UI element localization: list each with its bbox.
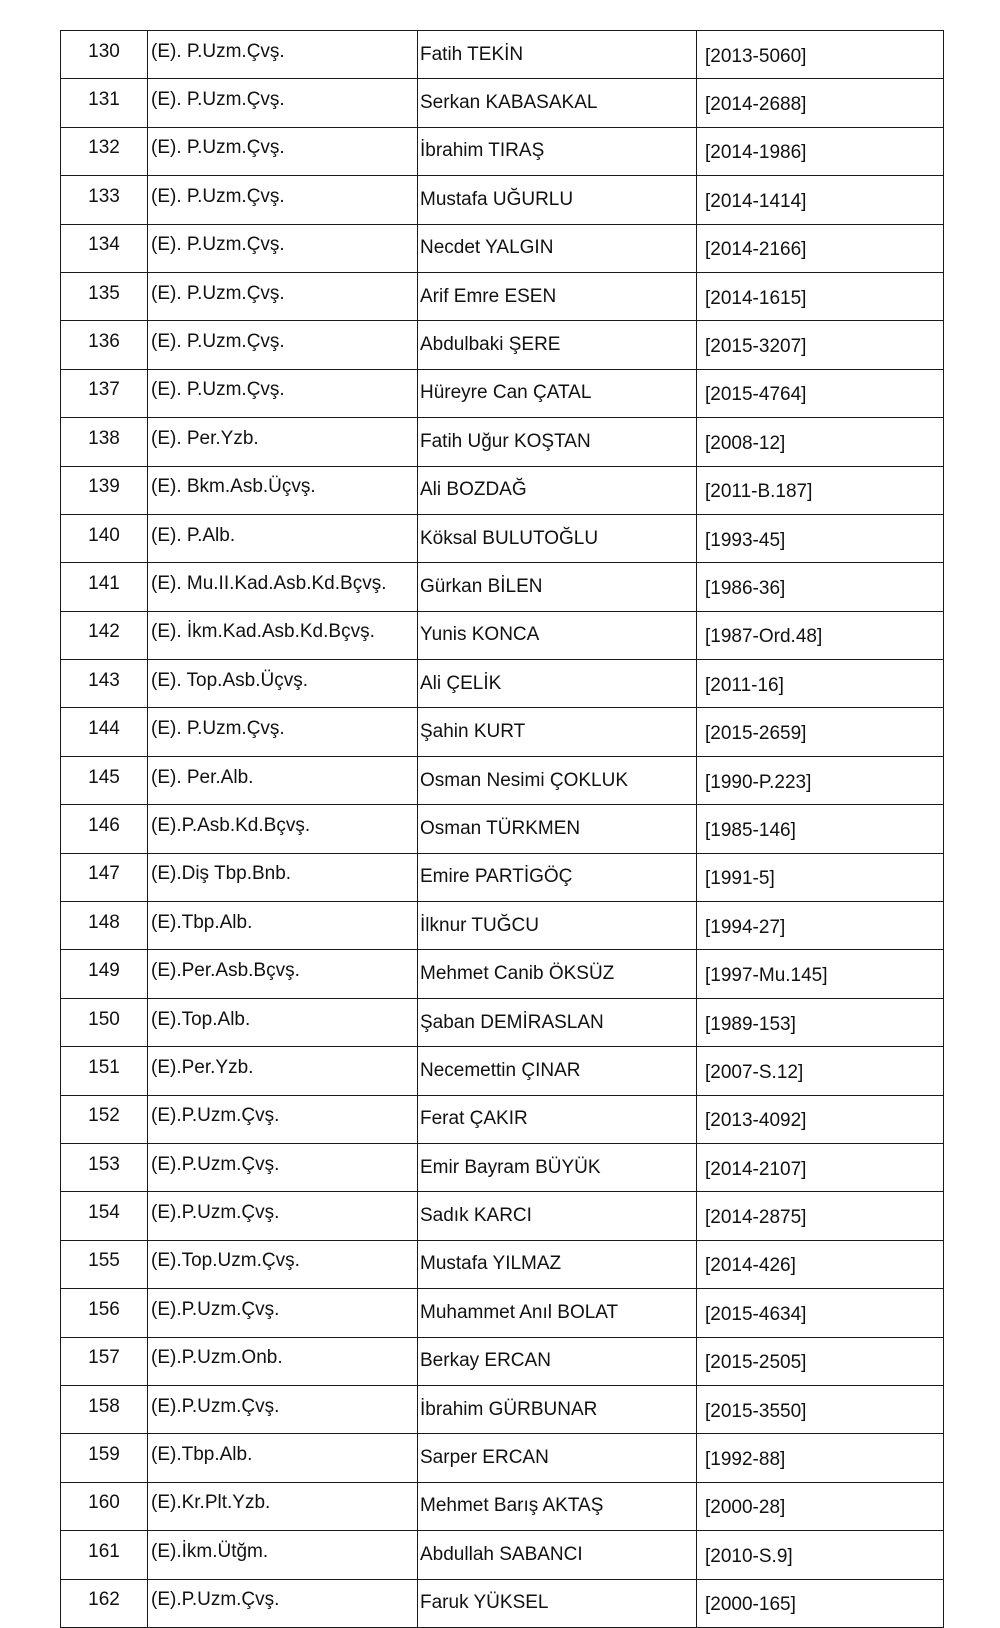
name-cell: Yunis KONCA: [418, 611, 697, 659]
registry-number-cell: [2014-2688]: [697, 79, 944, 127]
name-cell: Abdulbaki ŞERE: [418, 321, 697, 369]
registry-number-cell: [2014-1615]: [697, 272, 944, 320]
rank-cell: (E). P.Uzm.Çvş.: [148, 31, 418, 79]
row-number: 134: [61, 224, 148, 272]
rank-cell: (E).P.Uzm.Çvş.: [148, 1143, 418, 1191]
registry-number-cell: [1994-27]: [697, 902, 944, 950]
name-cell: Osman TÜRKMEN: [418, 805, 697, 853]
name-cell: Mehmet Barış AKTAŞ: [418, 1482, 697, 1530]
row-number: 145: [61, 756, 148, 804]
row-number: 131: [61, 79, 148, 127]
rank-cell: (E).P.Uzm.Çvş.: [148, 1385, 418, 1433]
rank-cell: (E).Tbp.Alb.: [148, 1434, 418, 1482]
row-number: 146: [61, 805, 148, 853]
table-row: [61, 1531, 944, 1579]
rank-cell: (E). P.Alb.: [148, 514, 418, 562]
row-number: 161: [61, 1531, 148, 1579]
row-number: 132: [61, 127, 148, 175]
row-number: 156: [61, 1289, 148, 1337]
rank-cell: (E). P.Uzm.Çvş.: [148, 176, 418, 224]
registry-number-cell: [2015-4764]: [697, 369, 944, 417]
row-number: 155: [61, 1240, 148, 1288]
table-row: [61, 79, 944, 127]
rank-cell: (E). P.Uzm.Çvş.: [148, 272, 418, 320]
table-row: [61, 31, 944, 79]
table-row: [61, 369, 944, 417]
registry-number-cell: [1987-Ord.48]: [697, 611, 944, 659]
registry-number-cell: [2010-S.9]: [697, 1531, 944, 1579]
table-row: [61, 998, 944, 1046]
name-cell: Mehmet Canib ÖKSÜZ: [418, 950, 697, 998]
registry-number-cell: [2015-2659]: [697, 708, 944, 756]
row-number: 141: [61, 563, 148, 611]
name-cell: Sadık KARCI: [418, 1192, 697, 1240]
name-cell: Faruk YÜKSEL: [418, 1579, 697, 1627]
table-row: [61, 1240, 944, 1288]
name-cell: Sarper ERCAN: [418, 1434, 697, 1482]
name-cell: Osman Nesimi ÇOKLUK: [418, 756, 697, 804]
name-cell: Ali BOZDAĞ: [418, 466, 697, 514]
table-row: [61, 224, 944, 272]
name-cell: Ali ÇELİK: [418, 660, 697, 708]
registry-number-cell: [2013-5060]: [697, 31, 944, 79]
name-cell: Şahin KURT: [418, 708, 697, 756]
row-number: 149: [61, 950, 148, 998]
registry-number-cell: [2014-2107]: [697, 1143, 944, 1191]
rank-cell: (E). P.Uzm.Çvş.: [148, 79, 418, 127]
rank-cell: (E).Top.Alb.: [148, 998, 418, 1046]
rank-cell: (E). P.Uzm.Çvş.: [148, 708, 418, 756]
registry-number-cell: [2014-1414]: [697, 176, 944, 224]
table-row: [61, 805, 944, 853]
row-number: 159: [61, 1434, 148, 1482]
row-number: 150: [61, 998, 148, 1046]
rank-cell: (E). Mu.II.Kad.Asb.Kd.Bçvş.: [148, 563, 418, 611]
row-number: 140: [61, 514, 148, 562]
table-row: [61, 1289, 944, 1337]
table-row: [61, 1482, 944, 1530]
name-cell: Necemettin ÇINAR: [418, 1047, 697, 1095]
row-number: 142: [61, 611, 148, 659]
name-cell: Fatih TEKİN: [418, 31, 697, 79]
registry-number-cell: [1993-45]: [697, 514, 944, 562]
name-cell: Hüreyre Can ÇATAL: [418, 369, 697, 417]
table-row: [61, 418, 944, 466]
name-cell: Mustafa UĞURLU: [418, 176, 697, 224]
row-number: 130: [61, 31, 148, 79]
table-row: [61, 127, 944, 175]
name-cell: Arif Emre ESEN: [418, 272, 697, 320]
registry-number-cell: [2007-S.12]: [697, 1047, 944, 1095]
registry-number-cell: [2000-28]: [697, 1482, 944, 1530]
rank-cell: (E).P.Asb.Kd.Bçvş.: [148, 805, 418, 853]
rank-cell: (E).P.Uzm.Çvş.: [148, 1192, 418, 1240]
row-number: 144: [61, 708, 148, 756]
registry-number-cell: [2015-4634]: [697, 1289, 944, 1337]
table-row: [61, 660, 944, 708]
personnel-list-table: [60, 30, 944, 1628]
registry-number-cell: [2014-2875]: [697, 1192, 944, 1240]
row-number: 152: [61, 1095, 148, 1143]
rank-cell: (E). P.Uzm.Çvş.: [148, 321, 418, 369]
name-cell: Serkan KABASAKAL: [418, 79, 697, 127]
row-number: 143: [61, 660, 148, 708]
name-cell: Şaban DEMİRASLAN: [418, 998, 697, 1046]
registry-number-cell: [2014-1986]: [697, 127, 944, 175]
registry-number-cell: [1985-146]: [697, 805, 944, 853]
row-number: 137: [61, 369, 148, 417]
rank-cell: (E). Top.Asb.Üçvş.: [148, 660, 418, 708]
registry-number-cell: [2015-3207]: [697, 321, 944, 369]
rank-cell: (E). P.Uzm.Çvş.: [148, 127, 418, 175]
name-cell: Fatih Uğur KOŞTAN: [418, 418, 697, 466]
registry-number-cell: [1992-88]: [697, 1434, 944, 1482]
table-row: [61, 1434, 944, 1482]
row-number: 139: [61, 466, 148, 514]
table-row: [61, 708, 944, 756]
row-number: 138: [61, 418, 148, 466]
registry-number-cell: [2013-4092]: [697, 1095, 944, 1143]
row-number: 157: [61, 1337, 148, 1385]
rank-cell: (E). Bkm.Asb.Üçvş.: [148, 466, 418, 514]
name-cell: Gürkan BİLEN: [418, 563, 697, 611]
table-row: [61, 1579, 944, 1627]
table-row: [61, 272, 944, 320]
rank-cell: (E).P.Uzm.Çvş.: [148, 1095, 418, 1143]
table-row: [61, 1192, 944, 1240]
rank-cell: (E).İkm.Ütğm.: [148, 1531, 418, 1579]
name-cell: Mustafa YILMAZ: [418, 1240, 697, 1288]
rank-cell: (E). Per.Alb.: [148, 756, 418, 804]
rank-cell: (E).Per.Asb.Bçvş.: [148, 950, 418, 998]
table-row: [61, 1095, 944, 1143]
rank-cell: (E). P.Uzm.Çvş.: [148, 224, 418, 272]
name-cell: Emire PARTİGÖÇ: [418, 853, 697, 901]
row-number: 154: [61, 1192, 148, 1240]
row-number: 153: [61, 1143, 148, 1191]
registry-number-cell: [1986-36]: [697, 563, 944, 611]
table-row: [61, 176, 944, 224]
table-row: [61, 756, 944, 804]
registry-number-cell: [2008-12]: [697, 418, 944, 466]
registry-number-cell: [2011-B.187]: [697, 466, 944, 514]
registry-number-cell: [1997-Mu.145]: [697, 950, 944, 998]
rank-cell: (E). İkm.Kad.Asb.Kd.Bçvş.: [148, 611, 418, 659]
row-number: 162: [61, 1579, 148, 1627]
registry-number-cell: [2015-3550]: [697, 1385, 944, 1433]
name-cell: Ferat ÇAKIR: [418, 1095, 697, 1143]
rank-cell: (E).P.Uzm.Onb.: [148, 1337, 418, 1385]
table-row: [61, 563, 944, 611]
row-number: 147: [61, 853, 148, 901]
table-row: [61, 1143, 944, 1191]
row-number: 158: [61, 1385, 148, 1433]
rank-cell: (E).P.Uzm.Çvş.: [148, 1579, 418, 1627]
name-cell: Berkay ERCAN: [418, 1337, 697, 1385]
registry-number-cell: [2000-165]: [697, 1579, 944, 1627]
name-cell: Emir Bayram BÜYÜK: [418, 1143, 697, 1191]
rank-cell: (E). Per.Yzb.: [148, 418, 418, 466]
registry-number-cell: [1990-P.223]: [697, 756, 944, 804]
rank-cell: (E).Top.Uzm.Çvş.: [148, 1240, 418, 1288]
registry-number-cell: [1991-5]: [697, 853, 944, 901]
row-number: 135: [61, 272, 148, 320]
row-number: 148: [61, 902, 148, 950]
name-cell: Necdet YALGIN: [418, 224, 697, 272]
registry-number-cell: [1989-153]: [697, 998, 944, 1046]
name-cell: Abdullah SABANCI: [418, 1531, 697, 1579]
rank-cell: (E).Per.Yzb.: [148, 1047, 418, 1095]
row-number: 151: [61, 1047, 148, 1095]
table-row: [61, 514, 944, 562]
name-cell: Muhammet Anıl BOLAT: [418, 1289, 697, 1337]
registry-number-cell: [2014-2166]: [697, 224, 944, 272]
table-row: [61, 466, 944, 514]
table-row: [61, 950, 944, 998]
name-cell: İbrahim GÜRBUNAR: [418, 1385, 697, 1433]
table-row: [61, 1385, 944, 1433]
table-row: [61, 1337, 944, 1385]
personnel-list-body: [61, 31, 944, 1628]
rank-cell: (E).P.Uzm.Çvş.: [148, 1289, 418, 1337]
row-number: 133: [61, 176, 148, 224]
table-row: [61, 611, 944, 659]
name-cell: İbrahim TIRAŞ: [418, 127, 697, 175]
registry-number-cell: [2011-16]: [697, 660, 944, 708]
table-row: [61, 321, 944, 369]
name-cell: Köksal BULUTOĞLU: [418, 514, 697, 562]
rank-cell: (E). P.Uzm.Çvş.: [148, 369, 418, 417]
rank-cell: (E).Tbp.Alb.: [148, 902, 418, 950]
rank-cell: (E).Kr.Plt.Yzb.: [148, 1482, 418, 1530]
row-number: 136: [61, 321, 148, 369]
table-row: [61, 1047, 944, 1095]
row-number: 160: [61, 1482, 148, 1530]
registry-number-cell: [2015-2505]: [697, 1337, 944, 1385]
name-cell: İlknur TUĞCU: [418, 902, 697, 950]
table-row: [61, 853, 944, 901]
table-row: [61, 902, 944, 950]
registry-number-cell: [2014-426]: [697, 1240, 944, 1288]
rank-cell: (E).Diş Tbp.Bnb.: [148, 853, 418, 901]
